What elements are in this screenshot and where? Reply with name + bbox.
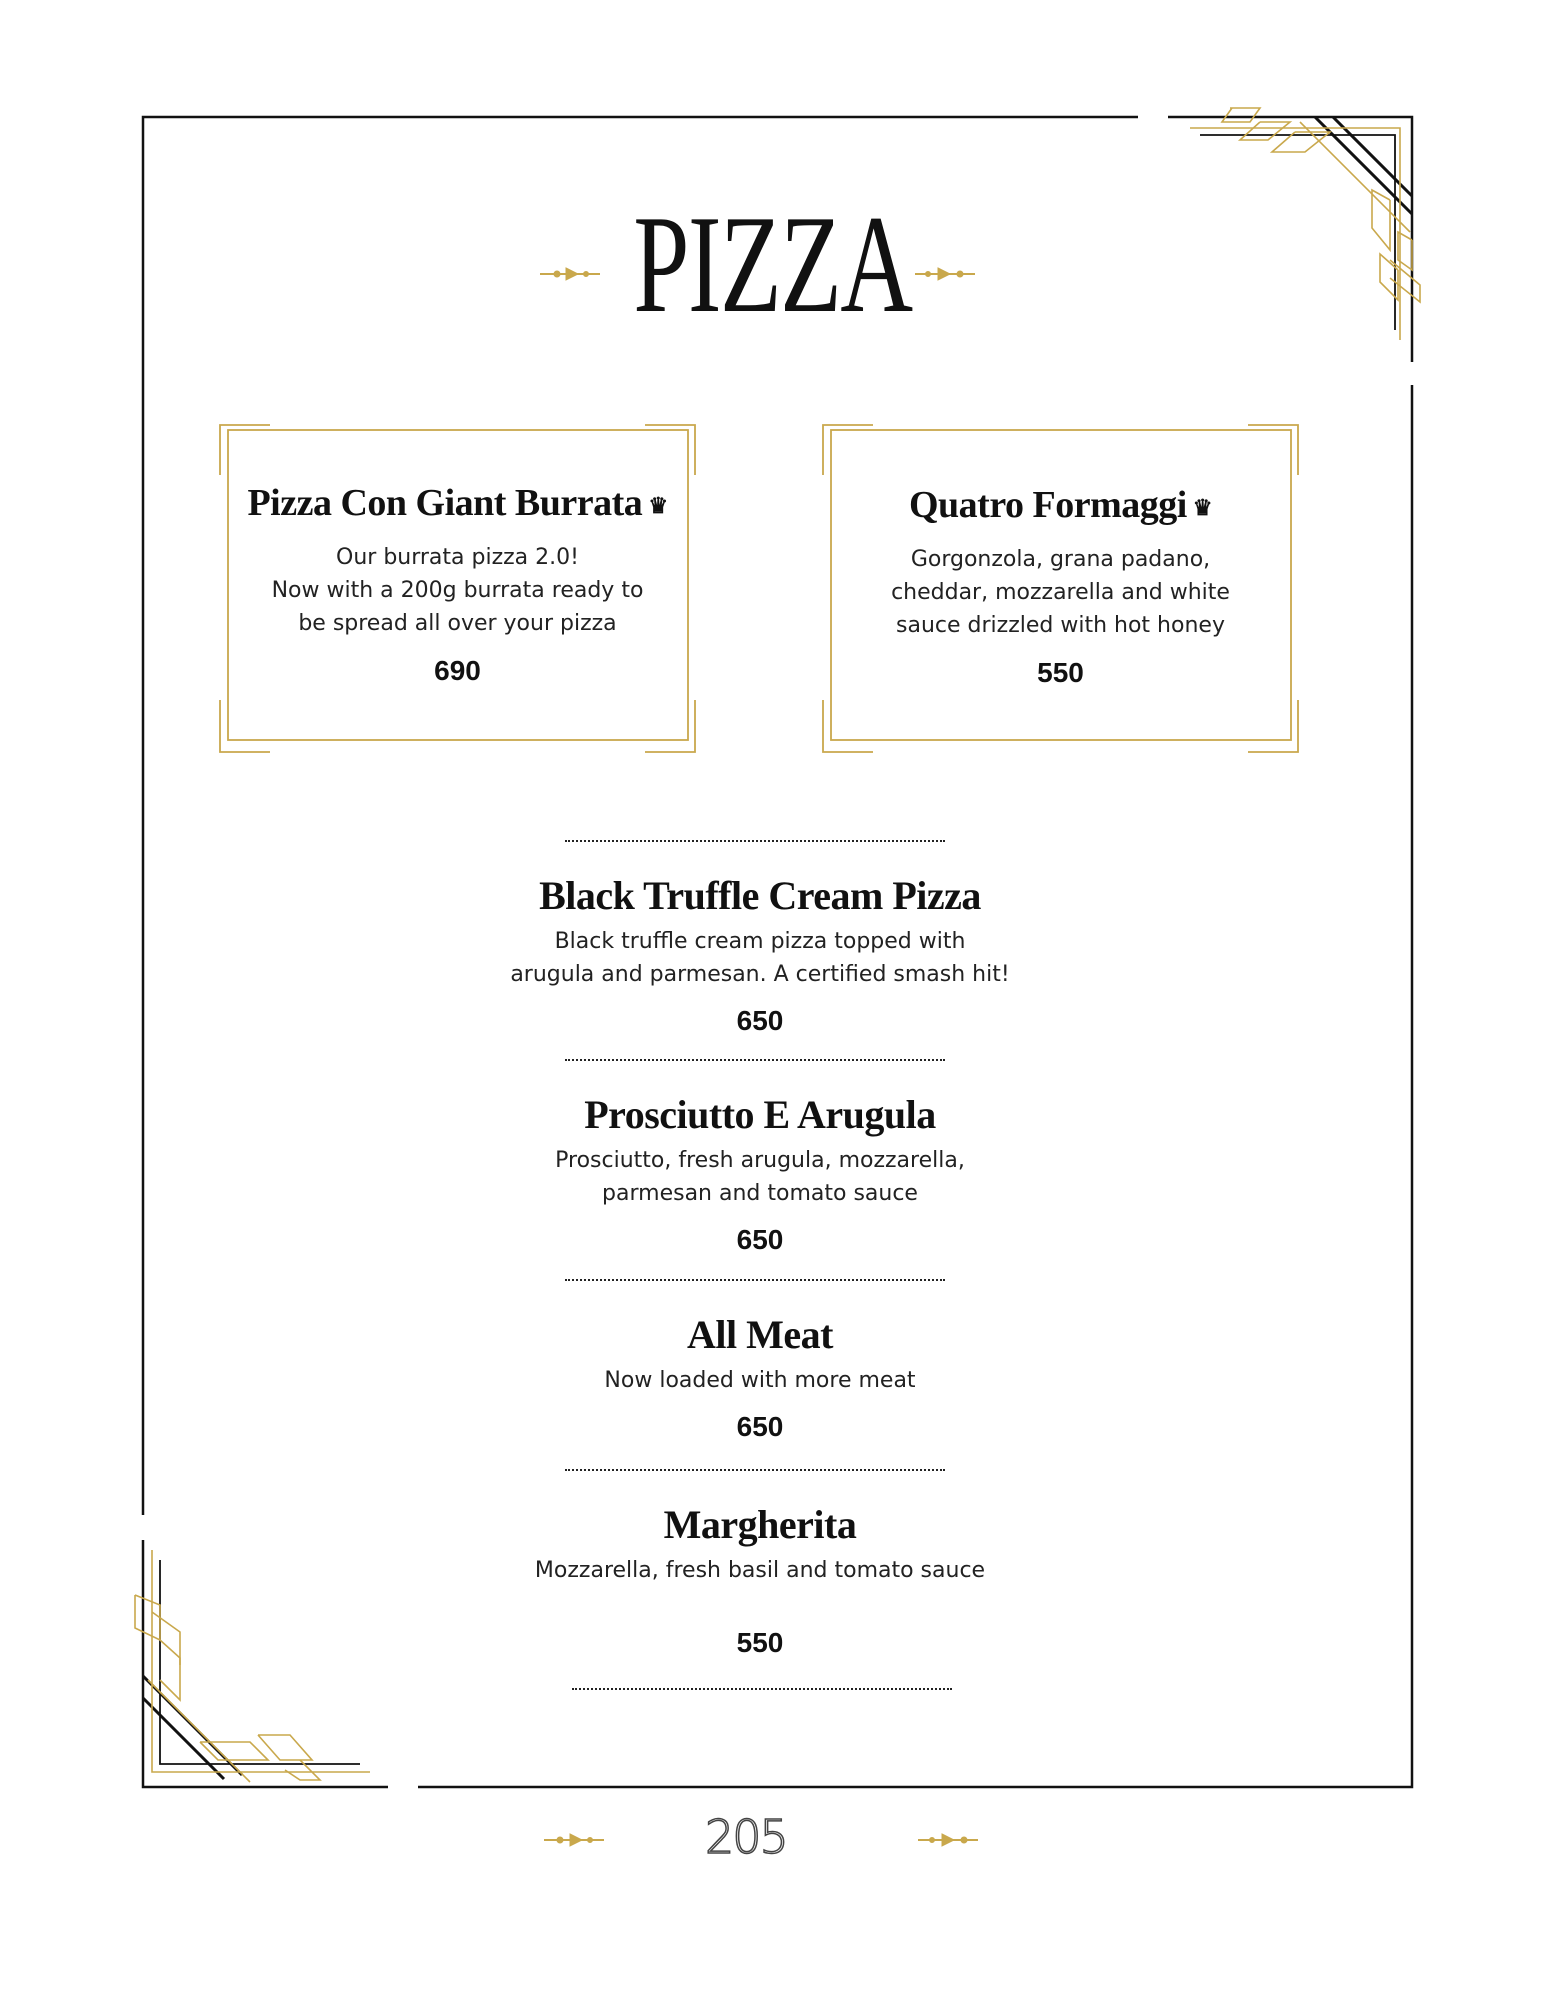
featured-item-name: Pizza Con Giant Burrata ♛ <box>247 482 668 524</box>
restaurant-logo: 205 <box>705 1810 787 1864</box>
menu-item-name: Prosciutto E Arugula <box>584 1092 936 1137</box>
featured-item-description: Gorgonzola, grana padano, cheddar, mozzarella and white sauce drizzled with hot honey <box>891 547 1230 638</box>
menu-item-description: Prosciutto, fresh arugula, mozzarella, parmesan and tomato sauce <box>555 1148 965 1206</box>
menu-item-price: 550 <box>736 1627 784 1658</box>
featured-item-price: 550 <box>1037 657 1084 688</box>
menu-item-description: Now loaded with more meat <box>604 1368 916 1393</box>
featured-item <box>823 427 1298 757</box>
menu-item <box>460 1091 1060 1256</box>
corner-ornament-bottom-left <box>135 1550 370 1782</box>
chef-hat-icon: ♛ <box>1192 495 1213 521</box>
menu-item-name: All Meat <box>687 1312 833 1357</box>
chef-hat-icon: ♛ <box>648 493 668 519</box>
menu-item-name: Black Truffle Cream Pizza <box>539 873 981 918</box>
dotted-divider <box>572 1688 952 1690</box>
dotted-divider <box>565 1469 945 1471</box>
featured-item-name: Quatro Formaggi ♛ <box>908 484 1213 526</box>
menu-item-description: Black truffle cream pizza topped with arugula and parmesan. A certified smash hit! <box>510 929 1010 987</box>
featured-item-description: Our burrata pizza 2.0! Now with a 200g burrata ready to be spread all over your pizza <box>271 545 644 636</box>
menu-item <box>460 1311 1060 1443</box>
featured-item-price: 690 <box>434 655 481 686</box>
dotted-divider <box>565 840 945 842</box>
menu-item-name: Margherita <box>663 1502 857 1547</box>
featured-item <box>220 425 695 755</box>
page-title: PIZZA <box>633 187 912 342</box>
menu-item-price: 650 <box>736 1005 784 1036</box>
menu-item <box>460 872 1060 1037</box>
menu-item-price: 650 <box>736 1224 784 1255</box>
dotted-divider <box>565 1279 945 1281</box>
dotted-divider <box>565 1059 945 1061</box>
menu-item-description: Mozzarella, fresh basil and tomato sauce <box>534 1558 986 1583</box>
menu-item-price: 650 <box>736 1411 784 1442</box>
menu-item <box>460 1501 1060 1659</box>
footer-flourish-left <box>544 1834 604 1846</box>
footer-flourish-right <box>918 1834 978 1846</box>
